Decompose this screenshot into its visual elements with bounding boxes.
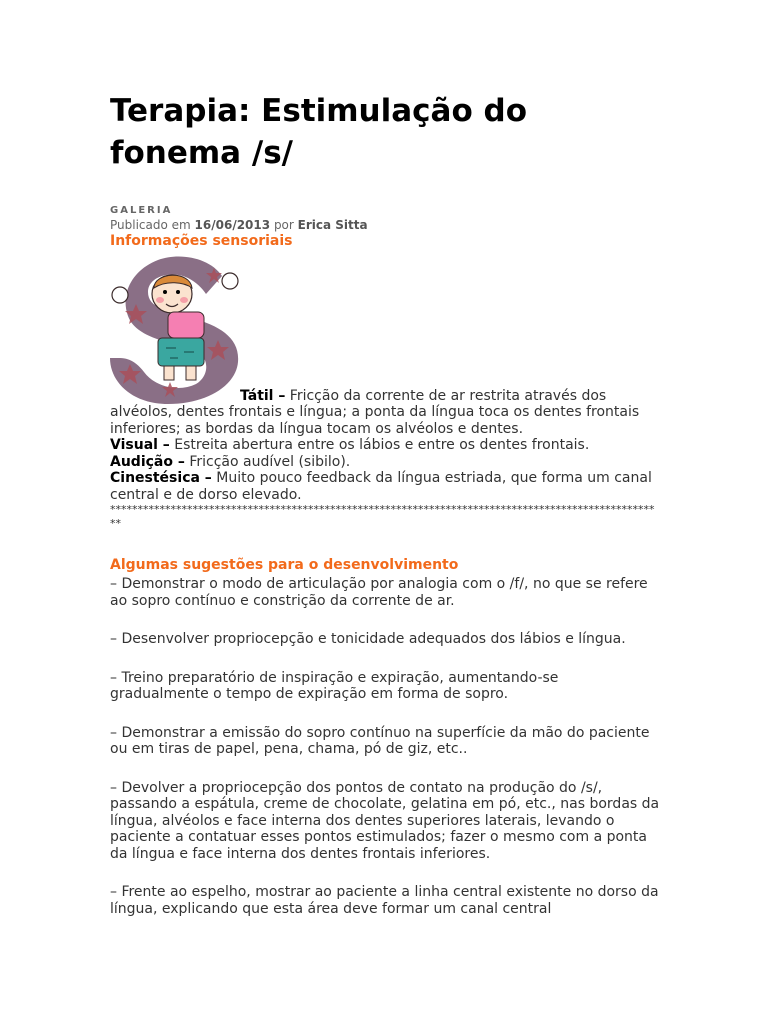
suggestion-item: – Demonstrar a emissão do sopro contínuo na superfície da mão do paciente ou em tiras de papel, pena, chama, pó de giz, etc.. [110, 724, 650, 757]
section-heading-sensory: Informações sensoriais [110, 233, 293, 249]
published-label: Publicado em [110, 218, 191, 232]
author-link[interactable]: Erica Sitta [297, 218, 368, 232]
cinestesica-text: Muito pouco feedback da língua estriada, que forma um canal central e de dorso elevado. [110, 470, 652, 503]
by-label: por [273, 218, 294, 232]
title-line-2: fonema /s/ [110, 135, 293, 171]
section-heading-suggestions: Algumas sugestões para o desenvolvimento [110, 557, 459, 573]
figure-row [110, 254, 660, 404]
visual-line [110, 437, 660, 454]
cinestesica-line [110, 470, 660, 503]
suggestion-item: – Treino preparatório de inspiração e expiração, aumentando-se gradualmente o tempo de expiração em forma de sopro. [110, 669, 559, 702]
suggestion-item: – Devolver a propriocepção dos pontos de contato na produção do /s/, passando a espátula, creme de chocolate, gelatina em pó, etc., nas bordas da língua, alvéolos e face interna dos dentes superiores laterais, levando o paciente a contatuar esses pontos estimulados; fazer o mesmo com a ponta da língua e face interna dos dentes frontais inferiores. [110, 779, 660, 862]
article [110, 90, 660, 939]
audicao-label: Audição – [110, 453, 185, 470]
visual-text: Estreita abertura entre os lábios e entre os dentes frontais. [169, 437, 590, 453]
category-link[interactable]: GALERIA [110, 205, 173, 216]
asterisk-divider: ***************************************************************************************************** [110, 503, 655, 530]
tatil-text-a: Fricção da corrente de ar restrita através dos [285, 388, 607, 404]
tatil-first-line [240, 388, 606, 405]
post-date[interactable]: 16/06/2013 [194, 218, 271, 232]
title-line-1: Terapia: Estimulação do [110, 93, 528, 129]
audicao-text: Fricção audível (sibilo). [184, 453, 351, 470]
audicao-line [110, 454, 660, 471]
visual-label: Visual – [110, 437, 170, 453]
tatil-continuation: alvéolos, dentes frontais e língua; a ponta da língua toca os dentes frontais inferiores; as bordas da língua tocam os alvéolos e dentes. [110, 404, 640, 437]
suggestion-item: – Demonstrar o modo de articulação por analogia com o /f/, no que se refere ao sopro contínuo e constrição da corrente de ar. [110, 576, 648, 609]
post-meta [110, 218, 660, 233]
letter-s-cartoon-image [110, 254, 240, 404]
page-title [110, 90, 660, 174]
tatil-label: Tátil – [240, 388, 286, 404]
suggestion-item: – Frente ao espelho, mostrar ao paciente a linha central existente no dorso da língua, explicando que esta área deve formar um canal central [110, 884, 659, 917]
suggestion-item: – Desenvolver propriocepção e tonicidade adequados dos lábios e língua. [110, 631, 626, 647]
cinestesica-label: Cinestésica – [110, 470, 212, 486]
